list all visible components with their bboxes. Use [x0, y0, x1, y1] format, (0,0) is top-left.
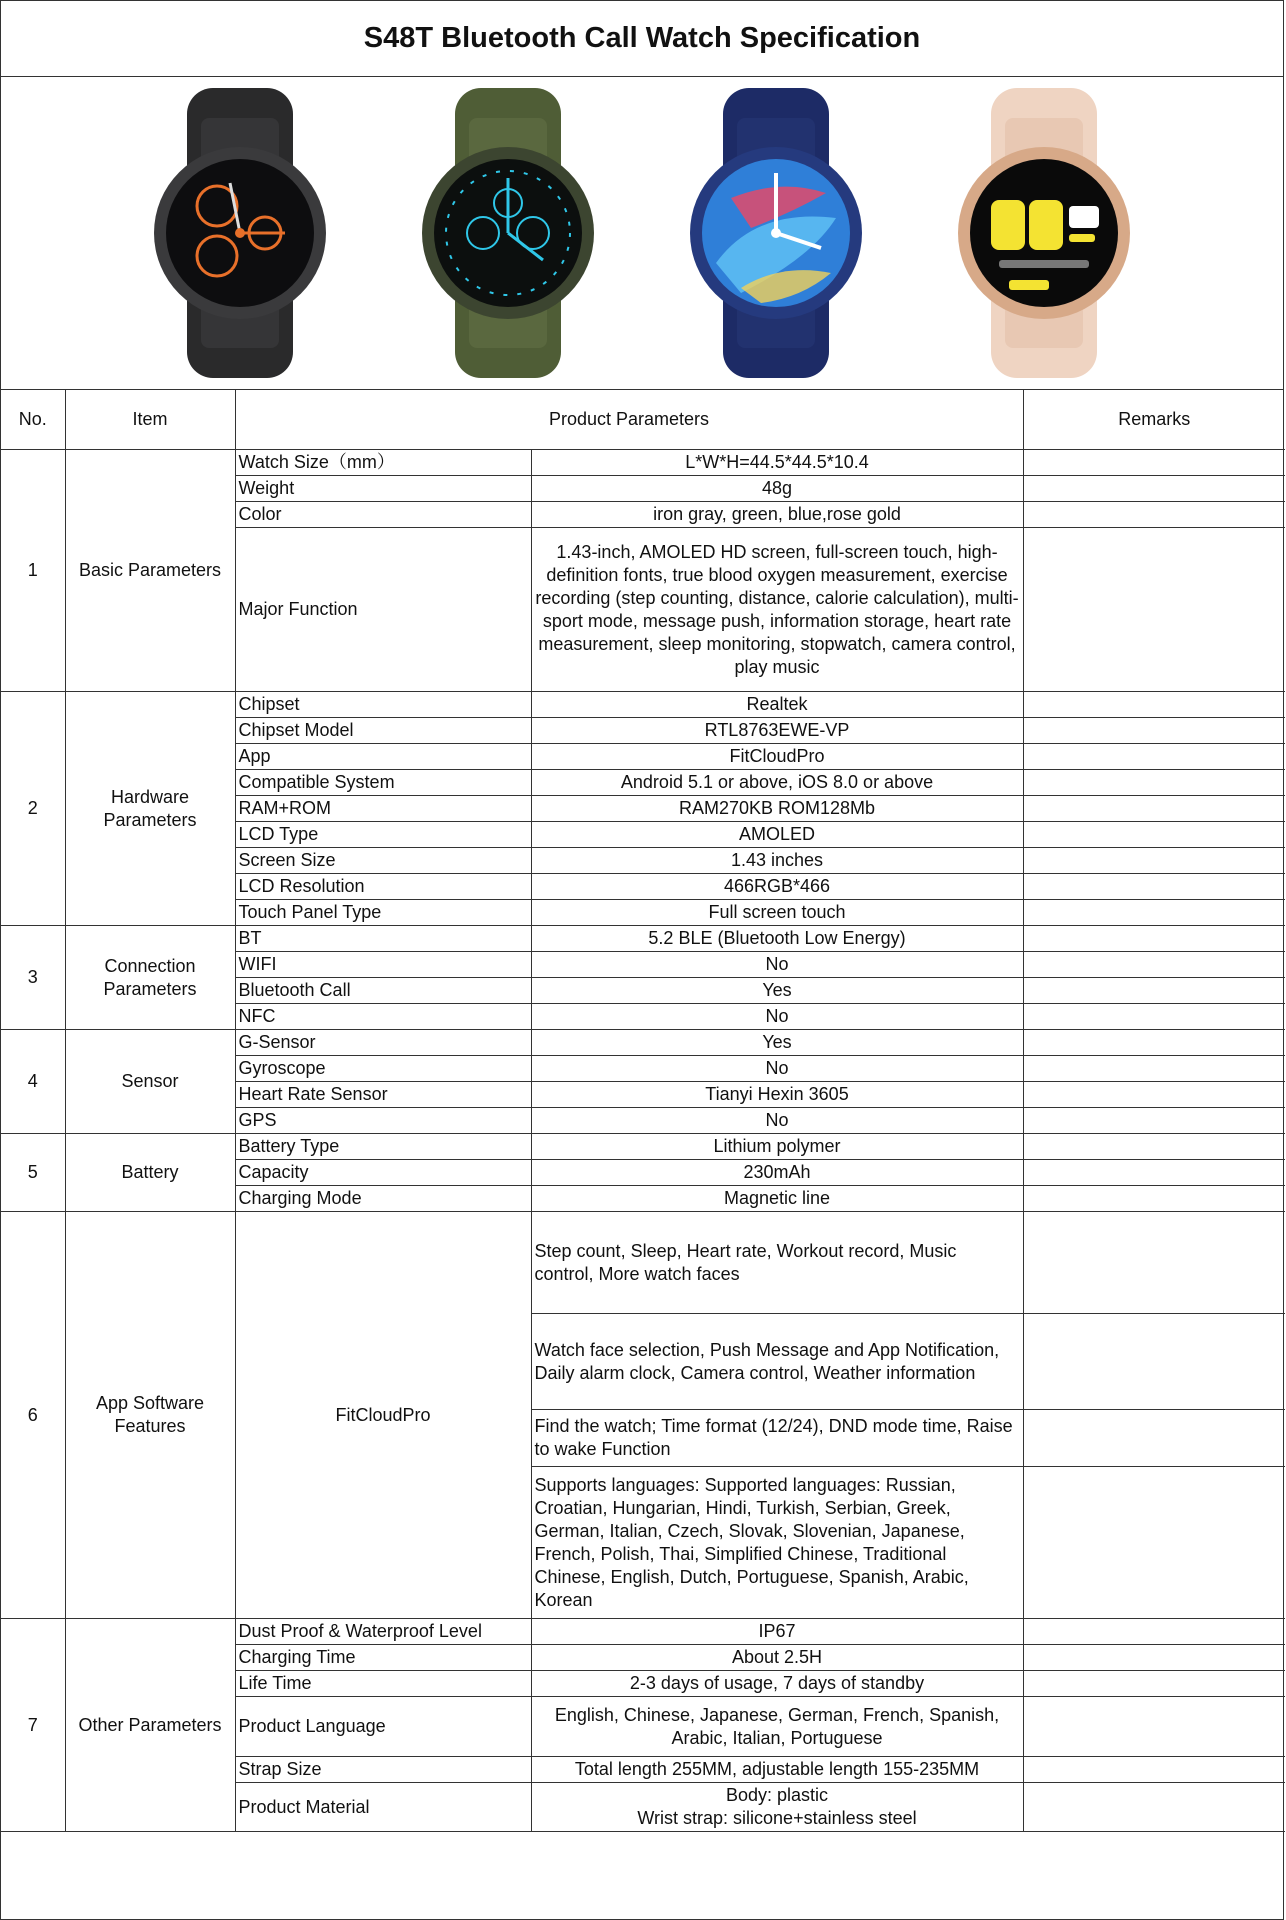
parameter-value	[531, 1697, 1023, 1757]
parameter-value-text: 1.43 inches	[730, 850, 824, 870]
parameter-value	[531, 1056, 1023, 1082]
parameter-label: Life Time	[235, 1671, 531, 1697]
feature-list: Find the watch; Time format (12/24), DND mode time, Raise to wake Function	[531, 1410, 1023, 1467]
remarks-cell	[1023, 770, 1285, 796]
parameter-label: G-Sensor	[235, 1030, 531, 1056]
remarks-cell	[1023, 822, 1285, 848]
parameter-value	[531, 744, 1023, 770]
group-name: Sensor	[65, 1030, 235, 1134]
parameter-value	[531, 692, 1023, 718]
parameter-value-text: 1.43-inch, AMOLED HD screen, full-screen touch, high-definition fonts, true blood oxygen measurement, exercise recording (step counting, distance, calorie calculation), multi-sport mode, message push, information storage, heart rate measurement, sleep monitoring, stopwatch, camera control, play music	[535, 541, 1019, 677]
parameter-value-text: 466RGB*466	[723, 876, 831, 896]
parameter-label: LCD Type	[235, 822, 531, 848]
spec-table	[1, 390, 1285, 1832]
parameter-label: Product Material	[235, 1783, 531, 1832]
parameter-value	[531, 1645, 1023, 1671]
parameter-label: Gyroscope	[235, 1056, 531, 1082]
parameter-value	[531, 1671, 1023, 1697]
remarks-cell	[1023, 502, 1285, 528]
parameter-value-text: Total length 255MM, adjustable length 155-235MM	[574, 1759, 980, 1779]
parameter-value-text: No	[765, 1058, 789, 1078]
feature-list: Supports languages: Supported languages: Russian, Croatian, Hungarian, Hindi, Turkish, Serbian, Greek, German, Italian, Czech, Slovak, Slovenian, Japanese, French, Polish, Thai, Simplified Chinese, Traditional Chinese, English, Dutch, Portuguese, Spanish, Arabic, Korean	[531, 1467, 1023, 1619]
remarks-cell	[1023, 1056, 1285, 1082]
parameter-label: RAM+ROM	[235, 796, 531, 822]
remarks-cell	[1023, 1697, 1285, 1757]
parameter-value-text: 2-3 days of usage, 7 days of standby	[629, 1673, 925, 1693]
remarks-cell	[1023, 1671, 1285, 1697]
parameter-label: Strap Size	[235, 1757, 531, 1783]
remarks-cell	[1023, 1467, 1285, 1619]
group-number: 2	[1, 692, 65, 926]
parameter-value-text: No	[765, 954, 789, 974]
remarks-cell	[1023, 1645, 1285, 1671]
remarks-cell	[1023, 1134, 1285, 1160]
parameter-value-text: FitCloudPro	[729, 746, 825, 766]
app-name: FitCloudPro	[235, 1212, 531, 1619]
parameter-label: Weight	[235, 476, 531, 502]
remarks-cell	[1023, 476, 1285, 502]
parameter-value	[531, 848, 1023, 874]
parameter-label: LCD Resolution	[235, 874, 531, 900]
parameter-label: Compatible System	[235, 770, 531, 796]
parameter-value	[531, 1757, 1023, 1783]
parameter-label: Charging Time	[235, 1645, 531, 1671]
parameter-value-text: Tianyi Hexin 3605	[705, 1084, 849, 1104]
remarks-cell	[1023, 796, 1285, 822]
parameter-label: Bluetooth Call	[235, 978, 531, 1004]
remarks-cell	[1023, 1314, 1285, 1410]
parameter-value-text: Android 5.1 or above, iOS 8.0 or above	[620, 772, 934, 792]
parameter-value-text: Lithium polymer	[713, 1136, 841, 1156]
group-name: Basic Parameters	[65, 450, 235, 692]
group-name: Battery	[65, 1134, 235, 1212]
remarks-cell	[1023, 1030, 1285, 1056]
parameter-value	[531, 952, 1023, 978]
parameter-value-text: Yes	[762, 1032, 792, 1052]
parameter-value	[531, 502, 1023, 528]
parameter-value-text: 230mAh	[743, 1162, 811, 1182]
group-name: Connection Parameters	[65, 926, 235, 1030]
parameter-label: Heart Rate Sensor	[235, 1082, 531, 1108]
parameter-value-text: English, Chinese, Japanese, German, French, Spanish, Arabic, Italian, Portuguese	[554, 1704, 1000, 1748]
parameter-value	[531, 1030, 1023, 1056]
parameter-label: Chipset	[235, 692, 531, 718]
parameter-value	[531, 874, 1023, 900]
parameter-label: Battery Type	[235, 1134, 531, 1160]
parameter-value	[531, 1134, 1023, 1160]
parameter-value	[531, 476, 1023, 502]
remarks-cell	[1023, 848, 1285, 874]
remarks-cell	[1023, 528, 1285, 692]
table-row	[1, 450, 1285, 476]
parameter-label: Product Language	[235, 1697, 531, 1757]
parameter-value	[531, 1082, 1023, 1108]
parameter-value-text: No	[765, 1006, 789, 1026]
parameter-value-text: Yes	[762, 980, 792, 1000]
group-number: 7	[1, 1619, 65, 1832]
remarks-cell	[1023, 1082, 1285, 1108]
remarks-cell	[1023, 450, 1285, 476]
parameter-label: Major Function	[235, 528, 531, 692]
parameter-label: GPS	[235, 1108, 531, 1134]
header-product-parameters: Product Parameters	[235, 390, 1023, 450]
parameter-value-text: L*W*H=44.5*44.5*10.4	[685, 452, 869, 472]
parameter-label: Screen Size	[235, 848, 531, 874]
parameter-value-text: IP67	[758, 1621, 796, 1641]
remarks-cell	[1023, 978, 1285, 1004]
table-row	[1, 926, 1285, 952]
remarks-cell	[1023, 1757, 1285, 1783]
remarks-cell	[1023, 744, 1285, 770]
parameter-value	[531, 1783, 1023, 1832]
table-row	[1, 1030, 1285, 1056]
remarks-cell	[1023, 900, 1285, 926]
watch-image-blue	[661, 88, 891, 378]
parameter-label: Watch Size（mm）	[235, 450, 531, 476]
parameter-value-text: 5.2 BLE (Bluetooth Low Energy)	[648, 928, 906, 948]
parameter-value-text: Wrist strap: silicone+stainless steel	[637, 1808, 917, 1828]
parameter-value-text: RTL8763EWE-VP	[704, 720, 850, 740]
parameter-value	[531, 978, 1023, 1004]
remarks-cell	[1023, 1619, 1285, 1645]
remarks-cell	[1023, 1783, 1285, 1832]
parameter-label: Chipset Model	[235, 718, 531, 744]
feature-list: Watch face selection, Push Message and App Notification, Daily alarm clock, Camera control, Weather information	[531, 1314, 1023, 1410]
parameter-label: Color	[235, 502, 531, 528]
remarks-cell	[1023, 952, 1285, 978]
table-row	[1, 1619, 1285, 1645]
parameter-value	[531, 1160, 1023, 1186]
parameter-value	[531, 796, 1023, 822]
parameter-value	[531, 926, 1023, 952]
group-name: Other Parameters	[65, 1619, 235, 1832]
parameter-label: App	[235, 744, 531, 770]
parameter-label: WIFI	[235, 952, 531, 978]
parameter-value	[531, 900, 1023, 926]
parameter-value	[531, 1186, 1023, 1212]
group-number: 5	[1, 1134, 65, 1212]
parameter-value	[531, 770, 1023, 796]
watch-image-iron-gray	[125, 88, 355, 378]
remarks-cell	[1023, 874, 1285, 900]
watch-image-rose-gold	[929, 88, 1159, 378]
remarks-cell	[1023, 692, 1285, 718]
table-row	[1, 1212, 1285, 1314]
product-image-row	[1, 77, 1283, 390]
parameter-value-text: Full screen touch	[708, 902, 846, 922]
watch-image-green	[393, 88, 623, 378]
remarks-cell	[1023, 1212, 1285, 1314]
remarks-cell	[1023, 1410, 1285, 1467]
remarks-cell	[1023, 1004, 1285, 1030]
group-number: 4	[1, 1030, 65, 1134]
parameter-value-text: RAM270KB ROM128Mb	[678, 798, 876, 818]
group-name: App Software Features	[65, 1212, 235, 1619]
remarks-cell	[1023, 1160, 1285, 1186]
header-remarks: Remarks	[1023, 390, 1285, 450]
parameter-value-text: 48g	[761, 478, 793, 498]
parameter-value-text: Body: plastic	[725, 1785, 829, 1805]
remarks-cell	[1023, 1108, 1285, 1134]
parameter-label: Touch Panel Type	[235, 900, 531, 926]
spec-table-body	[1, 390, 1285, 1832]
remarks-cell	[1023, 718, 1285, 744]
parameter-label: NFC	[235, 1004, 531, 1030]
parameter-value-text: About 2.5H	[731, 1647, 823, 1667]
sheet-title: S48T Bluetooth Call Watch Specification	[1, 1, 1283, 77]
parameter-value-text: Realtek	[746, 694, 808, 714]
parameter-value-text: iron gray, green, blue,rose gold	[653, 504, 901, 524]
header-item: Item	[65, 390, 235, 450]
parameter-value-text: No	[765, 1110, 789, 1130]
parameter-value	[531, 1108, 1023, 1134]
parameter-value	[531, 1004, 1023, 1030]
remarks-cell	[1023, 1186, 1285, 1212]
group-number: 3	[1, 926, 65, 1030]
table-header-row	[1, 390, 1285, 450]
parameter-value	[531, 718, 1023, 744]
feature-list: Step count, Sleep, Heart rate, Workout record, Music control, More watch faces	[531, 1212, 1023, 1314]
header-no: No.	[1, 390, 65, 450]
parameter-value-text: Magnetic line	[723, 1188, 831, 1208]
parameter-label: BT	[235, 926, 531, 952]
parameter-label: Dust Proof & Waterproof Level	[235, 1619, 531, 1645]
parameter-value	[531, 1619, 1023, 1645]
parameter-value-text: AMOLED	[738, 824, 816, 844]
group-name: Hardware Parameters	[65, 692, 235, 926]
group-number: 6	[1, 1212, 65, 1619]
parameter-value	[531, 528, 1023, 692]
remarks-cell	[1023, 926, 1285, 952]
parameter-value	[531, 450, 1023, 476]
table-row	[1, 1134, 1285, 1160]
parameter-label: Charging Mode	[235, 1186, 531, 1212]
table-row	[1, 692, 1285, 718]
parameter-label: Capacity	[235, 1160, 531, 1186]
parameter-value	[531, 822, 1023, 848]
group-number: 1	[1, 450, 65, 692]
